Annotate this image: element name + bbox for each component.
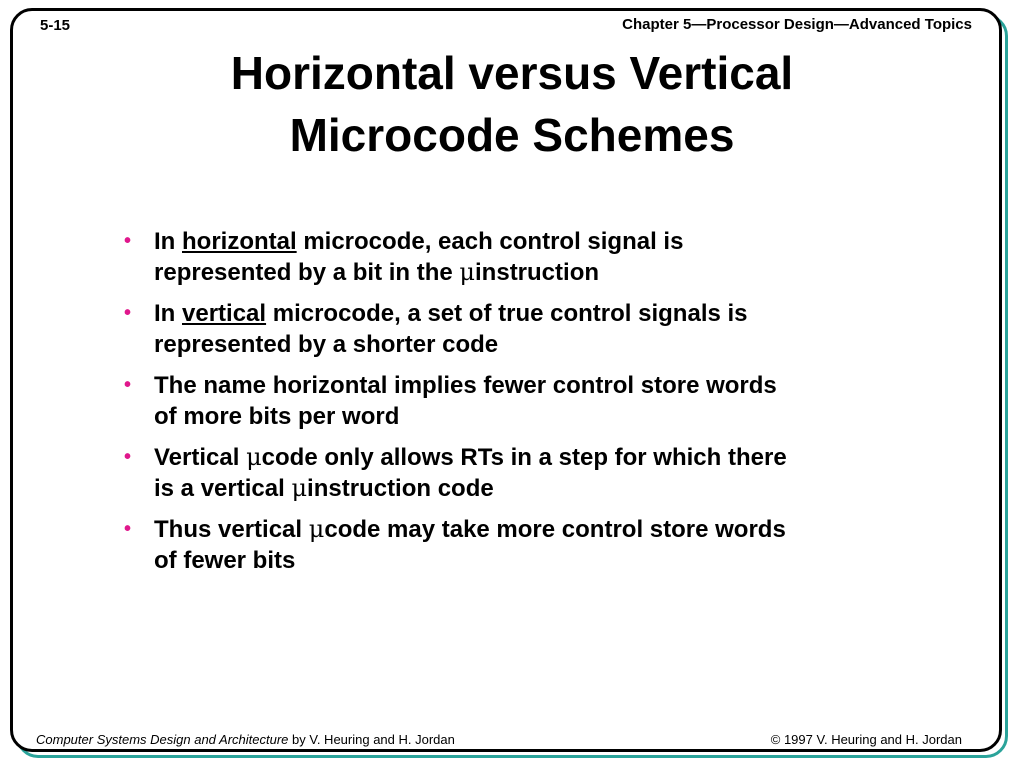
bullet-text bbox=[154, 516, 786, 574]
bullet-dot-icon: • bbox=[124, 230, 132, 252]
bullet-text-line2-end: instruction code bbox=[307, 475, 494, 502]
underlined-term: vertical bbox=[182, 300, 267, 327]
mu-symbol: μ bbox=[246, 443, 262, 471]
bullet-text-rest: code may take more control store words bbox=[324, 516, 786, 543]
chapter-header: Chapter 5—Processor Design—Advanced Topics bbox=[622, 16, 972, 33]
bullet-item bbox=[118, 226, 918, 288]
bullet-text-rest: code only allows RTs in a step for which there bbox=[261, 444, 787, 471]
book-authors: by V. Heuring and H. Jordan bbox=[288, 732, 455, 747]
bullet-text bbox=[154, 444, 787, 502]
book-title: Computer Systems Design and Architecture bbox=[36, 732, 289, 747]
bullet-text bbox=[154, 372, 777, 430]
footer-copyright: © 1997 V. Heuring and H. Jordan bbox=[770, 732, 962, 747]
bullet-text-rest: microcode, each control signal is bbox=[296, 228, 684, 255]
bullet-text-rest: microcode, a set of true control signals is bbox=[266, 300, 748, 327]
title-line-1: Horizontal versus Vertical bbox=[230, 47, 794, 99]
bullet-text-line2-end: instruction bbox=[475, 259, 600, 286]
bullet-text-line2: of more bits per word bbox=[154, 403, 400, 430]
bullet-text-line2: is a vertical bbox=[154, 475, 292, 502]
mu-symbol: μ bbox=[459, 258, 476, 286]
footer-citation bbox=[36, 732, 455, 747]
bullet-list bbox=[118, 226, 918, 586]
bullet-item bbox=[118, 298, 918, 360]
bullet-text bbox=[154, 228, 683, 286]
slide-number: 5-15 bbox=[40, 17, 71, 34]
bullet-text bbox=[154, 300, 748, 358]
title-line-2: Microcode Schemes bbox=[289, 109, 735, 161]
slide-title bbox=[0, 42, 1024, 166]
bullet-text-line2: represented by a bit in the bbox=[154, 259, 460, 286]
mu-symbol: μ bbox=[291, 474, 308, 502]
bullet-dot-icon: • bbox=[124, 518, 132, 540]
bullet-text-prefix: In bbox=[154, 228, 182, 255]
bullet-text-line1: The name horizontal implies fewer control store words bbox=[154, 372, 777, 399]
bullet-dot-icon: • bbox=[124, 302, 132, 324]
bullet-text-prefix: Thus vertical bbox=[154, 516, 309, 543]
bullet-item bbox=[118, 442, 918, 504]
bullet-dot-icon: • bbox=[124, 446, 132, 468]
bullet-item bbox=[118, 514, 918, 576]
bullet-dot-icon: • bbox=[124, 374, 132, 396]
bullet-text-prefix: Vertical bbox=[154, 444, 247, 471]
bullet-item bbox=[118, 370, 918, 432]
mu-symbol: μ bbox=[308, 515, 325, 543]
underlined-term: horizontal bbox=[182, 228, 297, 255]
bullet-text-line2: represented by a shorter code bbox=[154, 331, 499, 358]
bullet-text-prefix: In bbox=[154, 300, 182, 327]
bullet-text-line2: of fewer bits bbox=[154, 547, 296, 574]
